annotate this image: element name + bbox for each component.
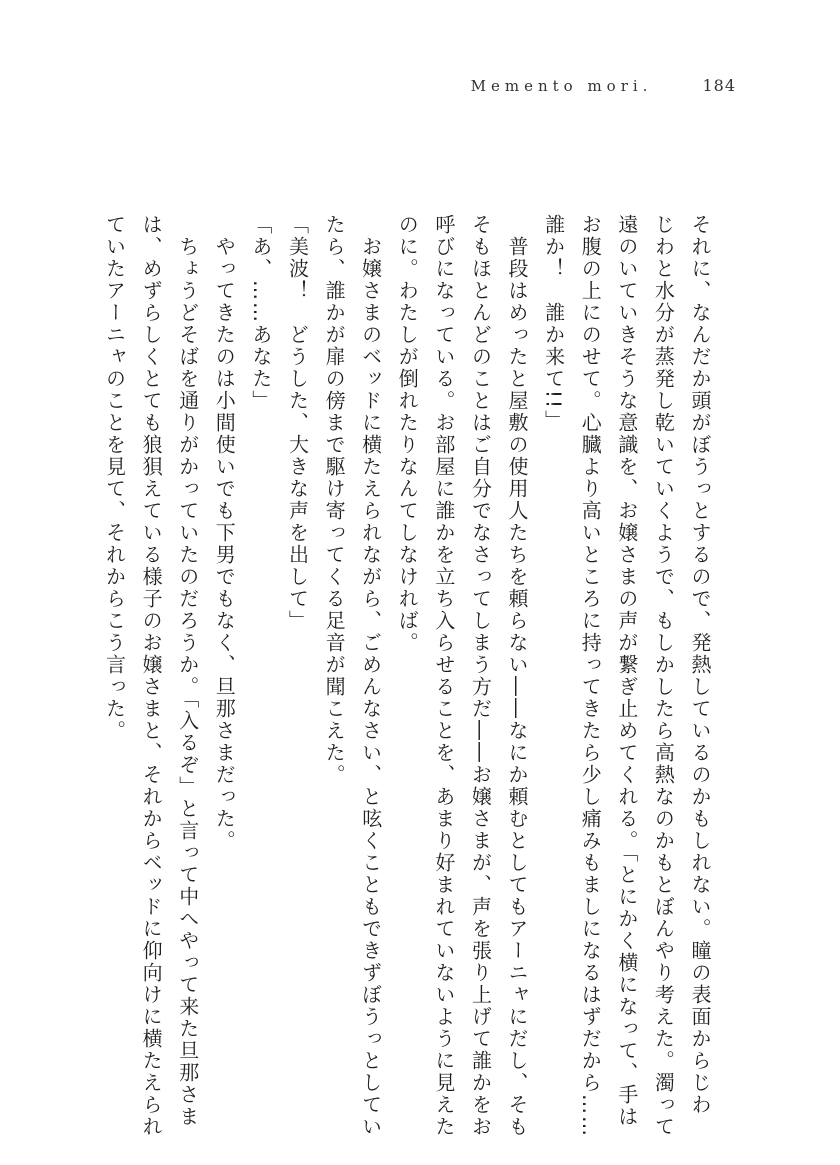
text-line: 「美波！ どうした、大きな声を出して」 (285, 214, 310, 632)
text-line: やってきたのは小間使いでも下男でもなく、旦那さまだった。 (212, 214, 237, 852)
text-line: それに、なんだか頭がぼうっとするので、発熱しているのかもしれない。瞳の表面からじわ (688, 214, 712, 1116)
text-line: 「あ、……あなた」 (248, 214, 273, 412)
vertical-body-text (102, 214, 718, 1138)
text-line: ちょうどそばを通りがかっていたのだろうか。「入るぞ」と言って中へやって来た旦那さま (175, 214, 200, 1128)
text-line: 遠のいていきそうな意識を、お嬢さまの声が繋ぎ止めてくれる。「とにかく横になって、手は (614, 214, 639, 1128)
text-line: 誰か！ 誰か来て!!」 (541, 214, 566, 433)
text-line: ていたアーニャのことを見て、それからこう言った。 (102, 214, 127, 742)
text-line: のに。わたしが倒れたりなんてしなければ。 (395, 214, 420, 654)
text-line: お腹の上にのせて。心臓より高いところに持ってきたら少し痛みもましになるはずだから…… (578, 214, 603, 1138)
text-line: たら、誰かが扉の傍まで駆け寄ってくる足音が聞こえた。 (322, 214, 347, 786)
text-line: じわと水分が蒸発し乾いていくようで、もしかしたら高熱なのかもとぼんやり考えた。濁って (651, 214, 676, 1138)
text-line: 呼びになっている。お部屋に誰かを立ち入らせることを、あまり好まれていないように見えた (431, 214, 456, 1138)
text-line: お嬢さまのベッドに横たえられながら、ごめんなさい、と呟くこともできずぼうっとしてい (358, 214, 383, 1138)
text-line: は、めずらしくとても狼狽えている様子のお嬢さまと、それからベッドに仰向けに横たえられ (139, 214, 164, 1138)
running-header (471, 76, 736, 95)
text-line: そもほとんどのことはご自分でなさってしまう方だ――お嬢さまが、声を張り上げて誰かをお (468, 214, 493, 1138)
page-number: 184 (702, 76, 736, 95)
text-line: 普段はめったと屋敷の使用人たちを頼らない――なにか頼むとしてもアーニャにだし、そも (505, 214, 530, 1138)
running-title: Memento mori. (470, 77, 653, 95)
